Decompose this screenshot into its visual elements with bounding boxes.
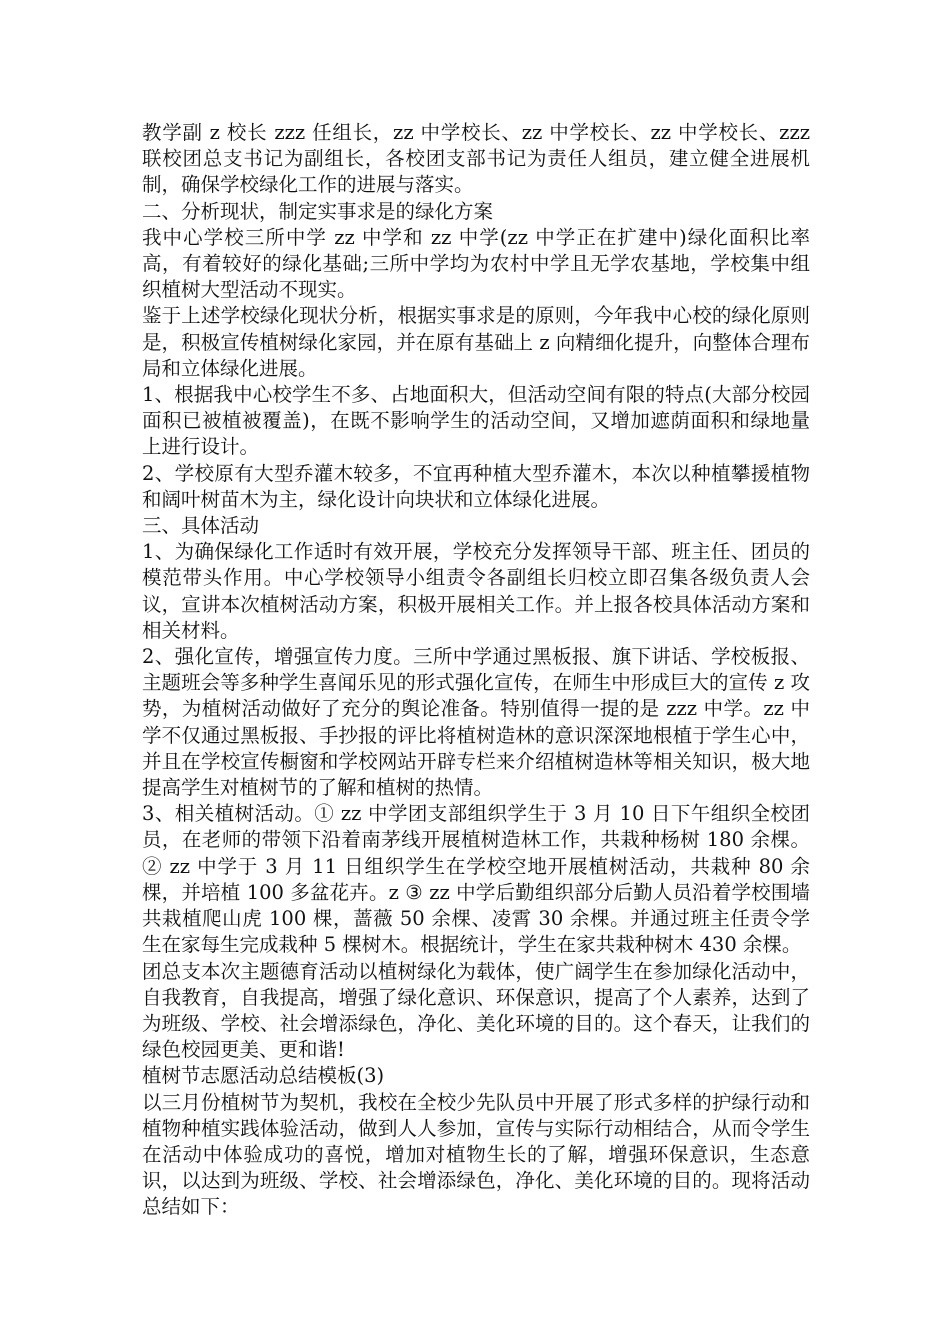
- paragraph-activity-3-planting: 3、相关植树活动。① zz 中学团支部组织学生于 3 月 10 日下午组织全校团员，在老师的带领下沿着南茅线开展植树造林工作，共栽种杨树 180 余棵。② zz 中学于 3 月 11 日组织学生在学校空地开展植树活动，共栽种 80 余棵，并培植 100 多盆花卉。z ③ zz 中学后勤组织部分后勤人员沿着学校围墙共栽植爬山虎 100 棵，蔷薇 50 余棵、凌霄 30 余棵。并通过班主任责令学生在家每生完成栽种 5 棵树木。根据统计，学生在家共栽种树木 430 余棵。: [142, 802, 810, 957]
- document-body: [142, 120, 810, 1221]
- paragraph-activity-1: 1、为确保绿化工作适时有效开展，学校充分发挥领导干部、班主任、团员的模范带头作用。中心学校领导小组责令各副组长归校立即召集各级负责人会议，宣讲本次植树活动方案，积极开展相关工作。并上报各校具体活动方案和相关材料。: [142, 540, 810, 642]
- paragraph-current-status: 我中心学校三所中学 zz 中学和 zz 中学(zz 中学正在扩建中)绿化面积比率高，有着较好的绿化基础;三所中学均为农村中学且无学农基地，学校集中组织植树大型活动不现实。: [142, 225, 810, 302]
- paragraph-point-1-design: 1、根据我中心校学生不多、占地面积大，但活动空间有限的特点(大部分校园面积已被植被覆盖)，在既不影响学生的活动空间，又增加遮荫面积和绿地量上进行设计。: [142, 383, 810, 459]
- paragraph-point-2-planting: 2、学校原有大型乔灌木较多，不宜再种植大型乔灌木，本次以种植攀援植物和阔叶树苗木为主，绿化设计向块状和立体绿化进展。: [142, 461, 810, 511]
- paragraph-template-3-intro: 以三月份植树节为契机，我校在全校少先队员中开展了形式多样的护绿行动和植物种植实践体验活动，做到人人参加，宣传与实际行动相结合，从而令学生在活动中体验成功的喜悦，增加对植物生长的了解，增强环保意识，生态意识，以达到为班级、学校、社会增添绿色，净化、美化环境的目的。现将活动总结如下：: [142, 1090, 810, 1219]
- paragraph-greening-principle: 鉴于上述学校绿化现状分析，根据实事求是的原则，今年我中心校的绿化原则是，积极宣传植树绿化家园，并在原有基础上 z 向精细化提升，向整体合理布局和立体绿化进展。: [142, 304, 810, 380]
- section-heading-activities: 三、具体活动: [142, 514, 260, 538]
- paragraph-activity-2-publicity: 2、强化宣传，增强宣传力度。三所中学通过黑板报、旗下讲话、学校板报、主题班会等多种学生喜闻乐见的形式强化宣传，在师生中形成巨大的宣传 z 攻势，为植树活动做好了充分的舆论准备。特别值得一提的是 zzz 中学。zz 中学不仅通过黑板报、手抄报的评比将植树造林的意识深深地根植于学生心中，并且在学校宣传橱窗和学校网站开辟专栏来介绍植树造林等相关知识，极大地提高学生对植树节的了解和植树的热情。: [142, 645, 810, 800]
- section-heading-analysis: 二、分析现状，制定实事求是的绿化方案: [142, 199, 494, 223]
- paragraph-leadership-group: 教学副 z 校长 zzz 任组长，zz 中学校长、zz 中学校长、zz 中学校长、zzz 联校团总支书记为副组长，各校团支部书记为责任人组员，建立健全进展机制，确保学校绿化工作的进展与落实。: [142, 121, 810, 197]
- paragraph-summary: 团总支本次主题德育活动以植树绿化为载体，使广阔学生在参加绿化活动中，自我教育，自我提高，增强了绿化意识、环保意识，提高了个人素养，达到了为班级、学校、社会增添绿色，净化、美化环境的目的。这个春天，让我们的绿色校园更美、更和谐!: [142, 959, 810, 1062]
- section-heading-template-3: 植树节志愿活动总结模板(3): [142, 1064, 385, 1088]
